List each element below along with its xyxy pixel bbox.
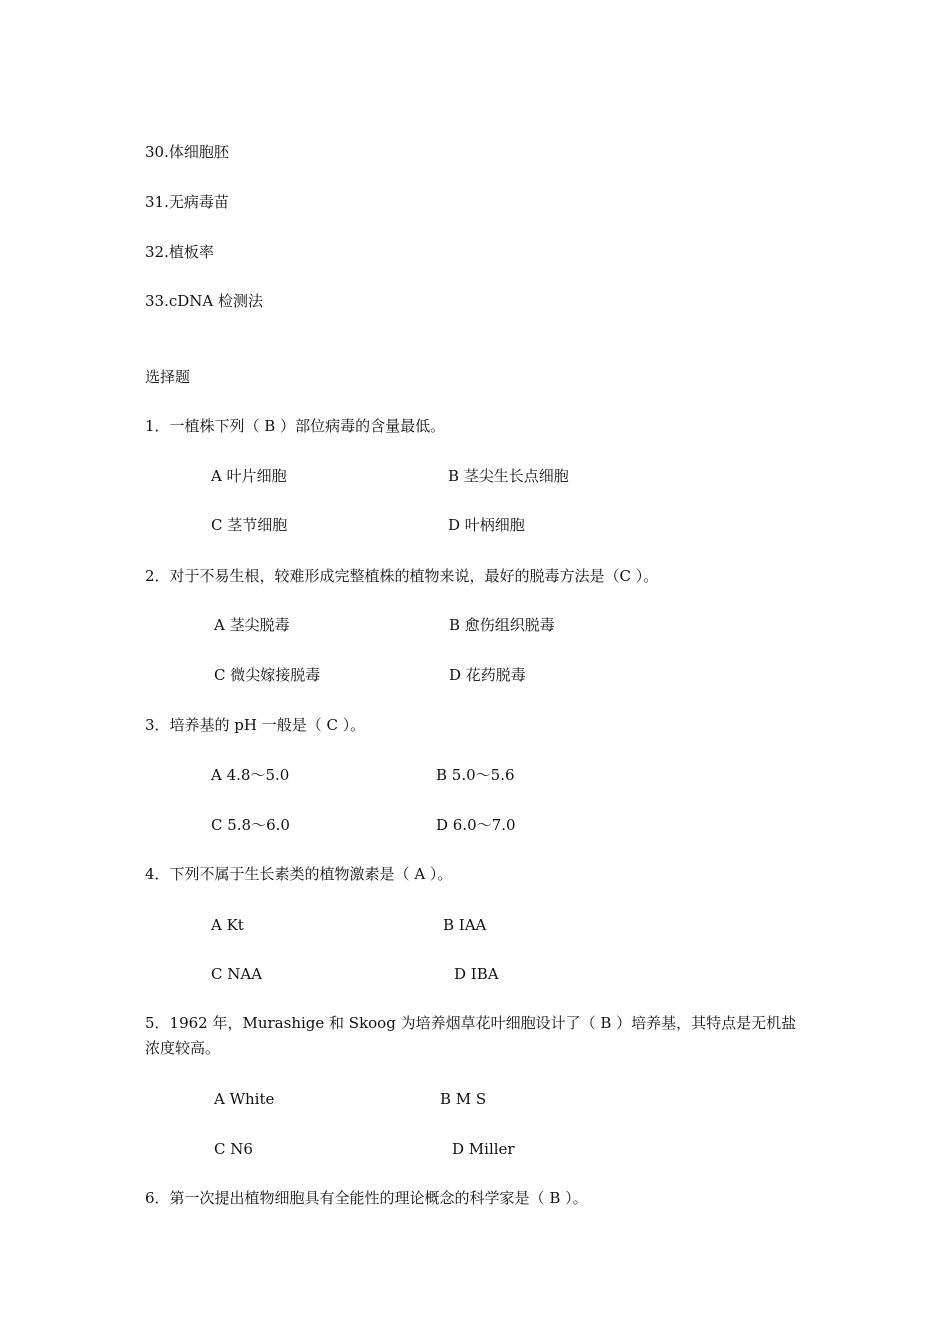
option-a: A 叶片细胞 [211,467,287,485]
option-d: D Miller [452,1140,515,1158]
option-a: A 茎尖脱毒 [214,616,290,634]
question-text: 3．培养基的 pH 一般是（ C ）。 [145,716,366,734]
question-text: 4．下列不属于生长素类的植物激素是（ A ）。 [145,865,453,883]
term-item: 33.cDNA 检测法 [145,292,264,310]
option-a: A White [214,1090,275,1108]
option-b: B 茎尖生长点细胞 [448,467,569,485]
option-b: B 5.0～5.6 [436,766,515,784]
option-c: C 微尖嫁接脱毒 [214,666,321,684]
question-text: 6．第一次提出植物细胞具有全能性的理论概念的科学家是（ B ）。 [145,1189,588,1207]
option-c: C 茎节细胞 [211,516,288,534]
option-c: C 5.8～6.0 [211,816,290,834]
option-a: A 4.8～5.0 [211,766,290,784]
term-item: 30.体细胞胚 [145,143,229,161]
option-b: B IAA [443,916,487,934]
option-c: C N6 [214,1140,253,1158]
option-b: B M S [440,1090,487,1108]
option-d: D 花药脱毒 [449,666,526,684]
question-text: 1．一植株下列（ B ）部位病毒的含量最低。 [145,417,446,435]
question-text: 5．1962 年，Murashige 和 Skoog 为培养烟草花叶细胞设计了（ B ）培养基，其特点是无机盐浓度较高。 [145,1014,797,1057]
option-d: D IBA [454,965,499,983]
section-title: 选择题 [145,368,191,386]
option-a: A Kt [211,916,244,934]
option-c: C NAA [211,965,263,983]
option-d: D 6.0～7.0 [436,816,516,834]
term-item: 32.植板率 [145,243,214,261]
question-text: 2．对于不易生根，较难形成完整植株的植物来说，最好的脱毒方法是（C ）。 [145,567,659,585]
option-d: D 叶柄细胞 [448,516,525,534]
term-item: 31.无病毒苗 [145,193,229,211]
option-b: B 愈伤组织脱毒 [449,616,555,634]
